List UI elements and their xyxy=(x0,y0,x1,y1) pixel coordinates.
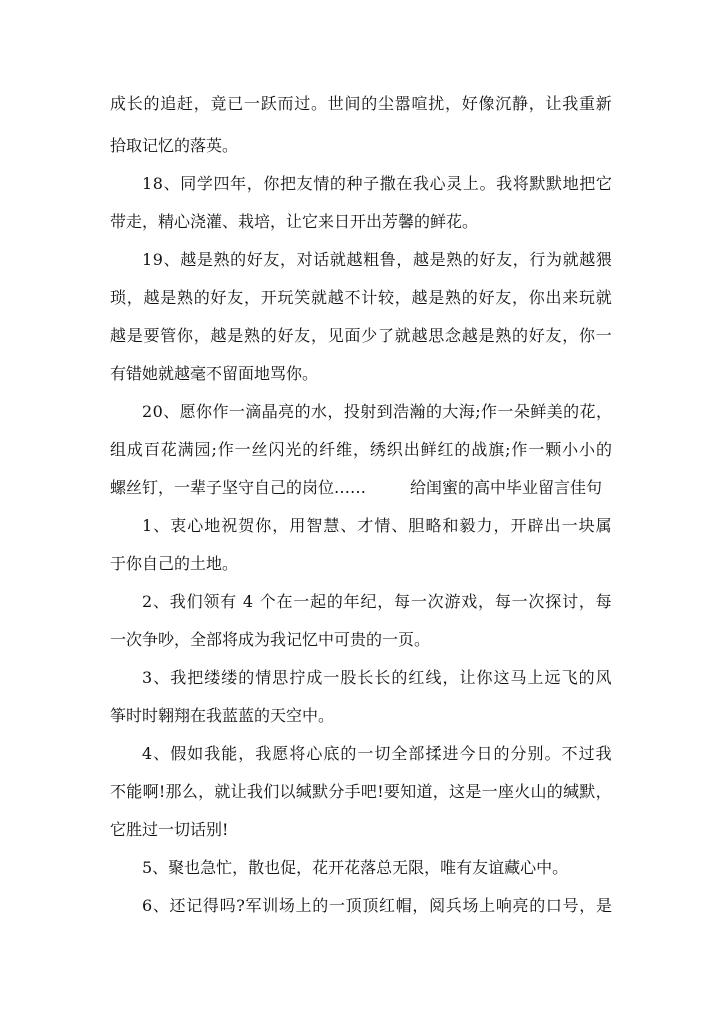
text-line-6: 琐 ， 越 是 熟 的 好 友 ， 开 玩 笑 就 越 不 计 较 ， 越 是 熟 的 好 友 ， 你 出 来 玩 就 xyxy=(110,288,612,307)
text-line-11: 螺丝钉，一辈子坚守自己的岗位…… xyxy=(110,478,367,497)
section-heading: 给闺蜜的高中毕业留言佳句 xyxy=(410,478,603,497)
text-line-18: 4 、 假 如 我 能 ， 我 愿 将 心 底 的 一 切 全 部 揉 进 今 日 的 分 别 。 不 过 我 xyxy=(142,744,612,763)
text-line-9: 2 0 、 愿 你 作 一 滴 晶 亮 的 水 ， 投 射 到 浩 瀚 的 大 海 ; 作 一 朵 鲜 美 的 花 ， xyxy=(142,402,612,421)
text-line-1: 成 长 的 追 赶 ， 竟 已 一 跃 而 过 。 世 间 的 尘 嚣 喧 扰 ， 好 像 沉 静 ， 让 我 重 新 xyxy=(110,94,612,113)
text-line-22: 6 、 还 记 得 吗 ? 军 训 场 上 的 一 顶 顶 红 帽 ， 阅 兵 场 上 响 亮 的 口 号 ， 是 xyxy=(142,896,612,915)
text-line-20: 它胜过一切话别! xyxy=(110,820,229,839)
text-line-8: 有错她就越毫不留面地骂你。 xyxy=(110,364,319,383)
text-line-5: 1 9 、 越 是 熟 的 好 友 ， 对 话 就 越 粗 鲁 ， 越 是 熟 的 好 友 ， 行 为 就 越 猥 xyxy=(142,250,612,269)
text-line-12: 1 、 衷 心 地 祝 贺 你 ， 用 智 慧 、 才 情 、 胆 略 和 毅 力 ， 开 辟 出 一 块 属 xyxy=(142,516,612,535)
text-line-7: 越 是 要 管 你 ， 越 是 熟 的 好 友 ， 见 面 少 了 就 越 思 念 越 是 熟 的 好 友 ， 你 一 xyxy=(110,326,612,345)
text-line-15: 一次争吵，全部将成为我记忆中可贵的一页。 xyxy=(110,630,431,649)
text-line-10: 组 成 百 花 满 园 ; 作 一 丝 闪 光 的 纤 维 ， 绣 织 出 鲜 红 的 战 旗 ; 作 一 颗 小 小 的 xyxy=(110,440,612,459)
text-line-19: 不 能 啊 ! 那 么 ， 就 让 我 们 以 缄 默 分 手 吧 ! 要 知 道 ， 这 是 一 座 火 山 的 缄 默 ， xyxy=(110,782,612,801)
text-line-17: 筝时时翱翔在我蓝蓝的天空中。 xyxy=(110,706,335,725)
text-line-2: 拾取记忆的落英。 xyxy=(110,136,239,155)
text-line-13: 于你自己的土地。 xyxy=(110,554,239,573)
text-line-21: 5、聚也急忙，散也促，花开花落总无限，唯有友谊藏心中。 xyxy=(142,858,569,877)
text-line-16: 3 、 我 把 缕 缕 的 情 思 拧 成 一 股 长 长 的 红 线 ， 让 你 这 马 上 远 飞 的 风 xyxy=(142,668,612,687)
text-line-4: 带走，精心浇灌、栽培，让它来日开出芳馨的鲜花。 xyxy=(110,212,479,231)
text-line-3: 1 8 、 同 学 四 年 ， 你 把 友 情 的 种 子 撒 在 我 心 灵 上 。 我 将 默 默 地 把 它 xyxy=(142,174,612,193)
text-line-14: 2 、 我 们 领 有 4 个 在 一 起 的 年 纪 ， 每 一 次 游 戏 ， 每 一 次 探 讨 ， 每 xyxy=(142,592,612,611)
